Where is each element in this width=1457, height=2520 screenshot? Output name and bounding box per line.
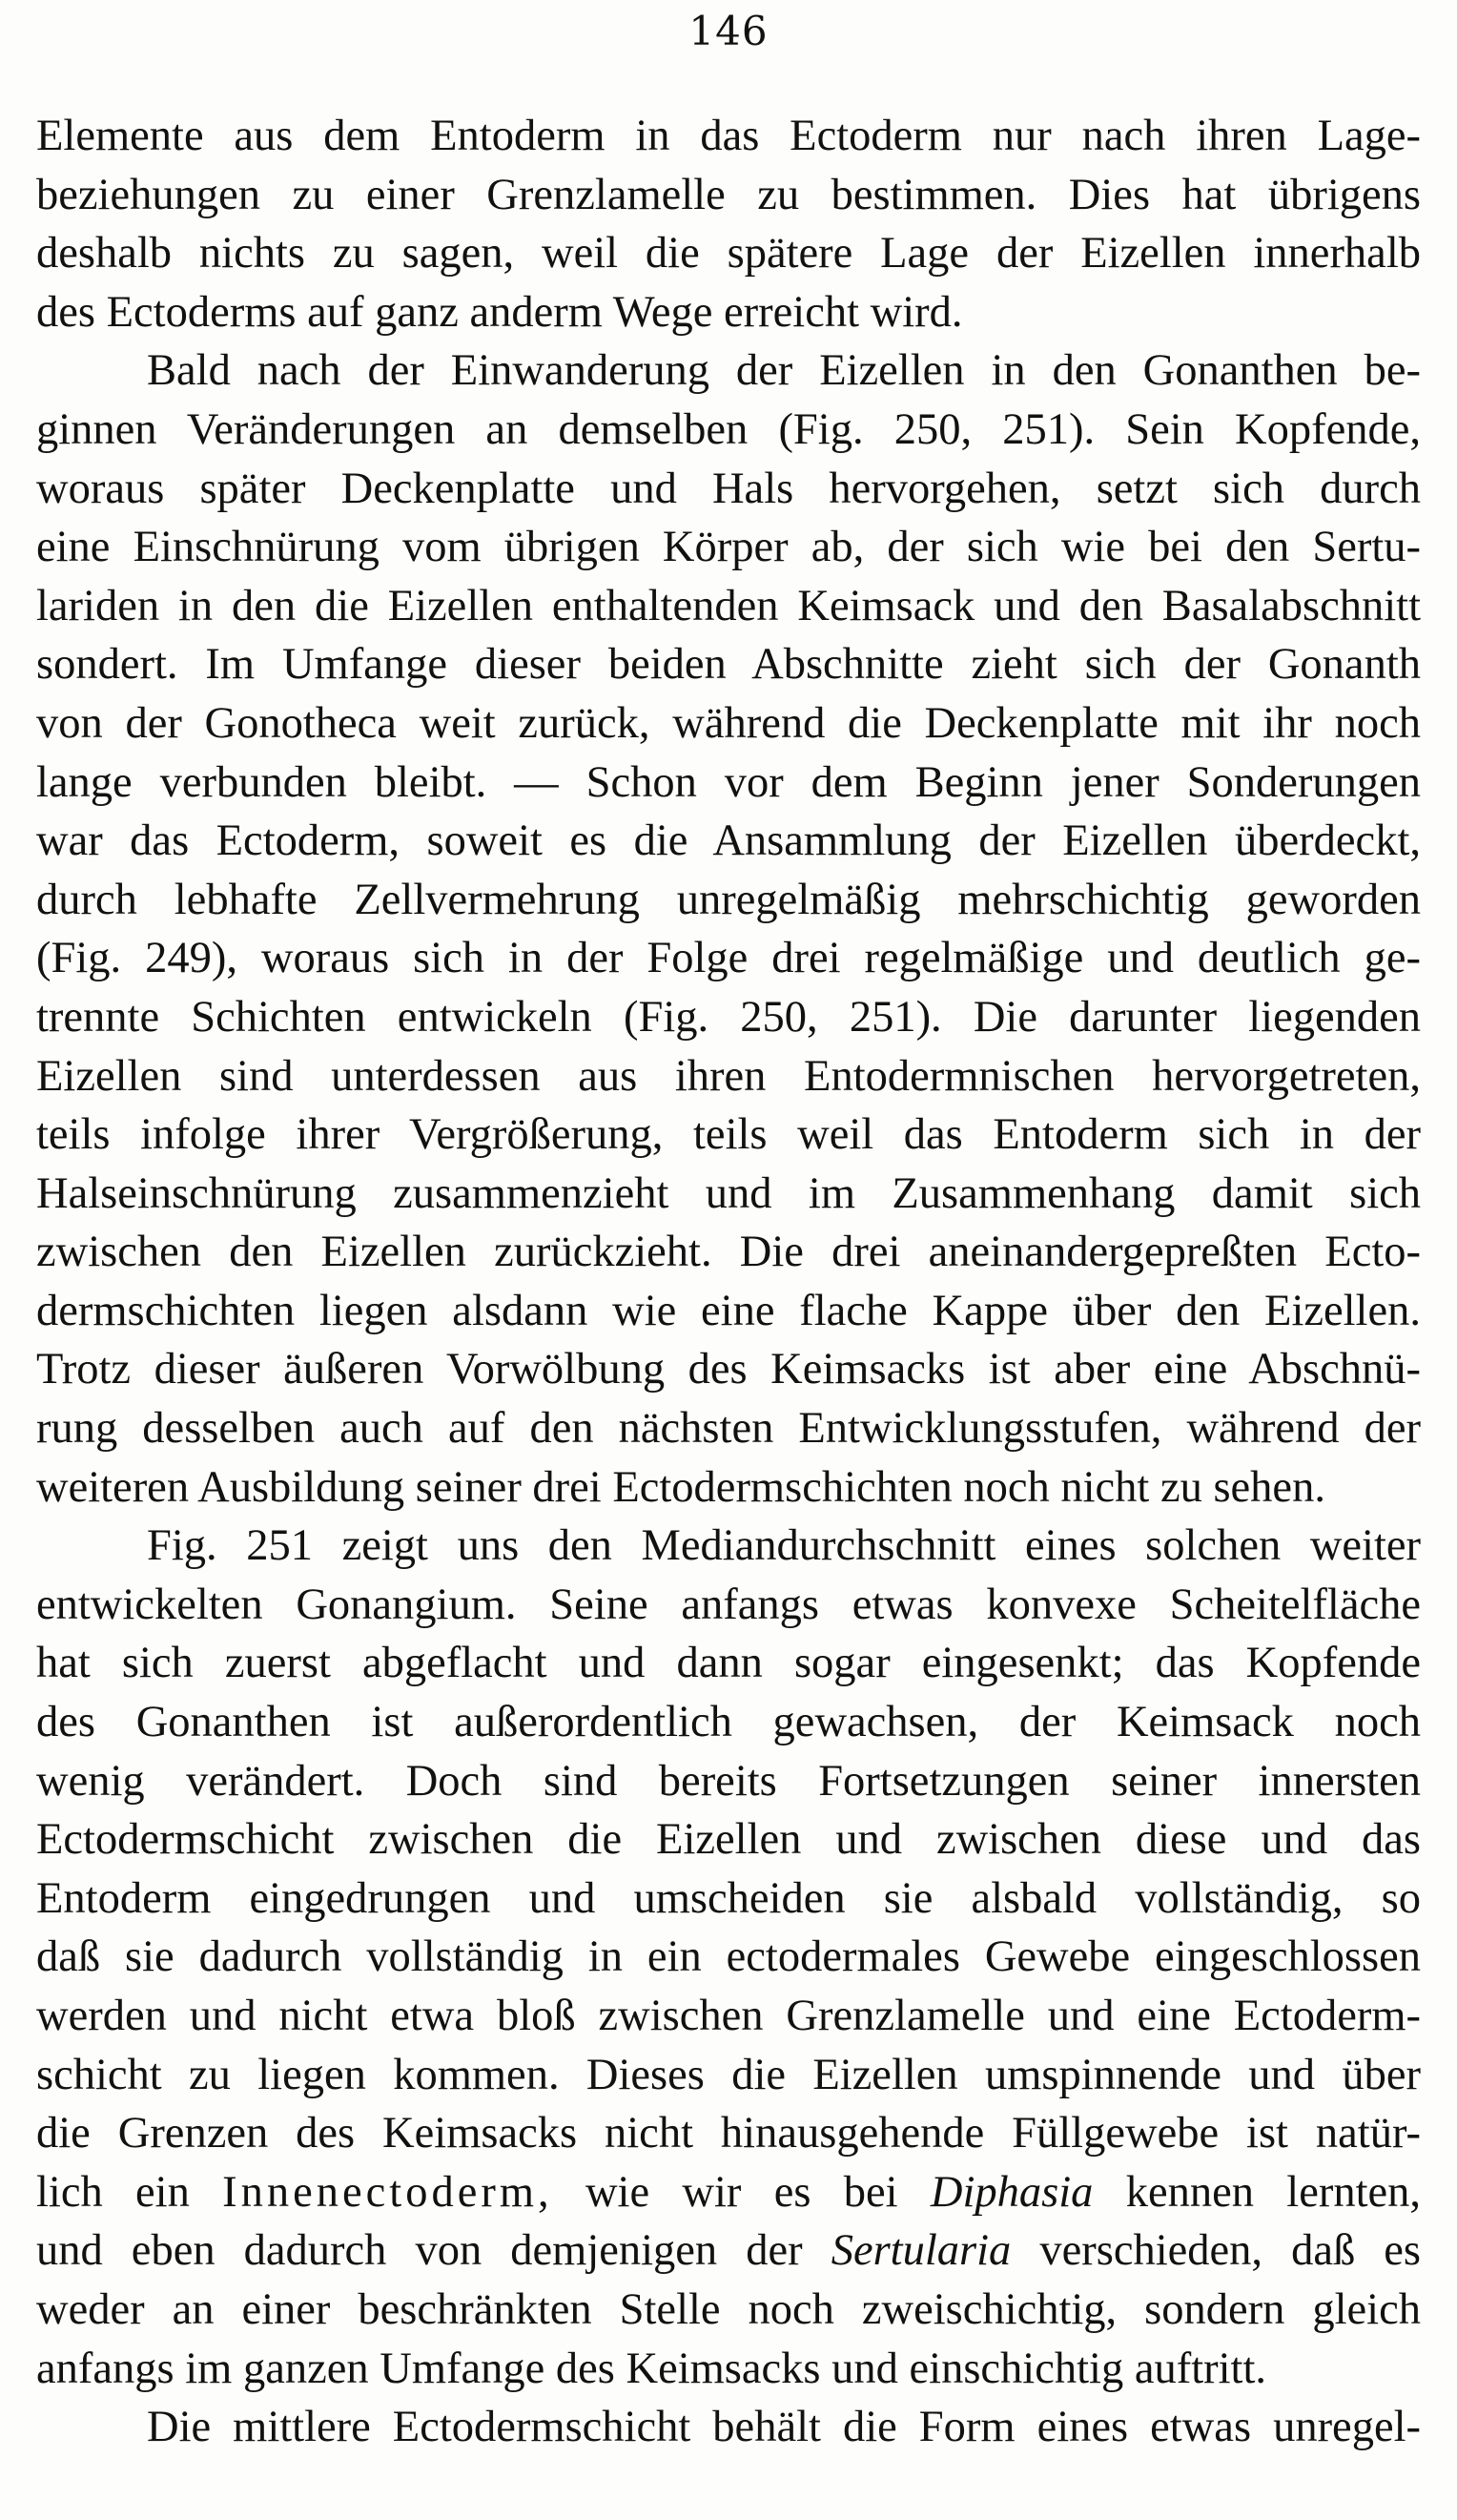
text-line: weder an einer beschränkten Stelle noch zweischichtig, sondern gleich: [36, 2284, 1421, 2334]
text-line: Trotz dieser äußeren Vorwölbung des Keimsacks ist aber eine Abschnü-: [36, 1345, 1421, 1394]
text-line: eine Einschnürung vom übrigen Körper ab, der sich wie bei den Sertu-: [36, 523, 1421, 572]
italic-genus-name: Diphasia: [930, 2167, 1094, 2217]
text-line: Entoderm eingedrungen und umscheiden sie alsbald vollständig, so: [36, 1873, 1421, 1923]
text-fragment: lich ein: [36, 2167, 190, 2217]
text-line: von der Gonotheca weit zurück, während die Deckenplatte mit ihr noch: [36, 698, 1421, 748]
text-line: Fig. 251 zeigt uns den Mediandurchschnitt eines solchen weiter: [147, 1521, 1421, 1571]
text-line: des Ectoderms auf ganz anderm Wege erreicht wird.: [36, 287, 963, 337]
text-line: Ectodermschicht zwischen die Eizellen und zwischen diese und das: [36, 1815, 1421, 1865]
body-text: [36, 107, 1421, 2457]
text-line: Elemente aus dem Entoderm in das Ectoderm nur nach ihren Lage-: [36, 112, 1421, 160]
text-fragment: wie wir es bei: [585, 2167, 898, 2217]
text-line: lange verbunden bleibt. — Schon vor dem Beginn jener Sonderungen: [36, 757, 1421, 807]
text-line: schicht zu liegen kommen. Dieses die Eizellen umspinnende und über: [36, 2050, 1421, 2099]
text-fragment: verschieden, daß es: [1039, 2226, 1422, 2276]
text-line: (Fig. 249), woraus sich in der Folge drei regelmäßige und deutlich ge-: [36, 934, 1421, 983]
text-line: anfangs im ganzen Umfange des Keimsacks und einschichtig auftritt.: [36, 2344, 1266, 2393]
text-line: trennte Schichten entwickeln (Fig. 250, 251). Die darunter liegenden: [36, 992, 1421, 1042]
text-line: die Grenzen des Keimsacks nicht hinausgehende Füllgewebe ist natür-: [36, 2109, 1421, 2159]
text-line: war das Ectoderm, soweit es die Ansammlung der Eizellen überdeckt,: [36, 816, 1421, 866]
text-line: [36, 2221, 1421, 2281]
text-line: werden und nicht etwa bloß zwischen Grenzlamelle und eine Ectoderm-: [36, 1992, 1421, 2040]
text-line: entwickelten Gonangium. Seine anfangs etwas konvexe Scheitelfläche: [36, 1580, 1421, 1629]
text-line: dermschichten liegen alsdann wie eine flache Kappe über den Eizellen.: [36, 1286, 1421, 1335]
text-fragment: kennen lernten,: [1125, 2167, 1422, 2217]
text-line: hat sich zuerst abgeflacht und dann sogar eingesenkt; das Kopfende: [36, 1639, 1421, 1688]
text-line: rung desselben auch auf den nächsten Entwicklungsstufen, während der: [36, 1404, 1421, 1454]
paragraph-1: [36, 107, 1421, 341]
italic-genus-name: Sertularia: [831, 2226, 1012, 2276]
text-line: Eizellen sind unterdessen aus ihren Entodermnischen hervorgetreten,: [36, 1051, 1421, 1101]
text-line: zwischen den Eizellen zurückzieht. Die drei aneinandergepreßten Ecto-: [36, 1228, 1421, 1277]
text-line: woraus später Deckenplatte und Hals hervorgehen, setzt sich durch: [36, 464, 1421, 513]
text-line: ginnen Veränderungen an demselben (Fig. 250, 251). Sein Kopfende,: [36, 404, 1421, 454]
text-line: weiteren Ausbildung seiner drei Ectodermschichten noch nicht zu sehen.: [36, 1462, 1325, 1512]
paragraph-2: [36, 341, 1421, 1517]
text-line: Bald nach der Einwanderung der Eizellen in den Gonanthen be-: [147, 346, 1421, 396]
text-fragment: und eben dadurch von demjenigen der: [36, 2226, 803, 2276]
text-line: des Gonanthen ist außerordentlich gewachsen, der Keimsack noch: [36, 1698, 1421, 1747]
paragraph-4: [36, 2398, 1421, 2457]
page-number: 146: [688, 8, 769, 54]
text-line: daß sie dadurch vollständig in ein ectodermales Gewebe eingeschlossen: [36, 1932, 1421, 1982]
text-line: lariden in den die Eizellen enthaltenden Keimsack und den Basalabschnitt: [36, 581, 1421, 630]
spaced-term: Innenectoderm,: [222, 2167, 553, 2217]
text-line: [36, 2163, 1421, 2222]
text-line: durch lebhafte Zellvermehrung unregelmäßig mehrschichtig geworden: [36, 875, 1421, 924]
text-line: beziehungen zu einer Grenzlamelle zu bestimmen. Dies hat übrigens: [36, 170, 1421, 219]
text-line: Halseinschnürung zusammenzieht und im Zusammenhang damit sich: [36, 1168, 1421, 1218]
text-line: wenig verändert. Doch sind bereits Fortsetzungen seiner innersten: [36, 1756, 1421, 1806]
text-line: deshalb nichts zu sagen, weil die spätere Lage der Eizellen innerhalb: [36, 229, 1421, 279]
text-line: Die mittlere Ectodermschicht behält die Form eines etwas unregel-: [147, 2403, 1421, 2452]
text-line: teils infolge ihrer Vergrößerung, teils weil das Entoderm sich in der: [36, 1110, 1421, 1160]
paragraph-3: [36, 1517, 1421, 2398]
text-line: sondert. Im Umfange dieser beiden Abschnitte zieht sich der Gonanth: [36, 640, 1421, 690]
